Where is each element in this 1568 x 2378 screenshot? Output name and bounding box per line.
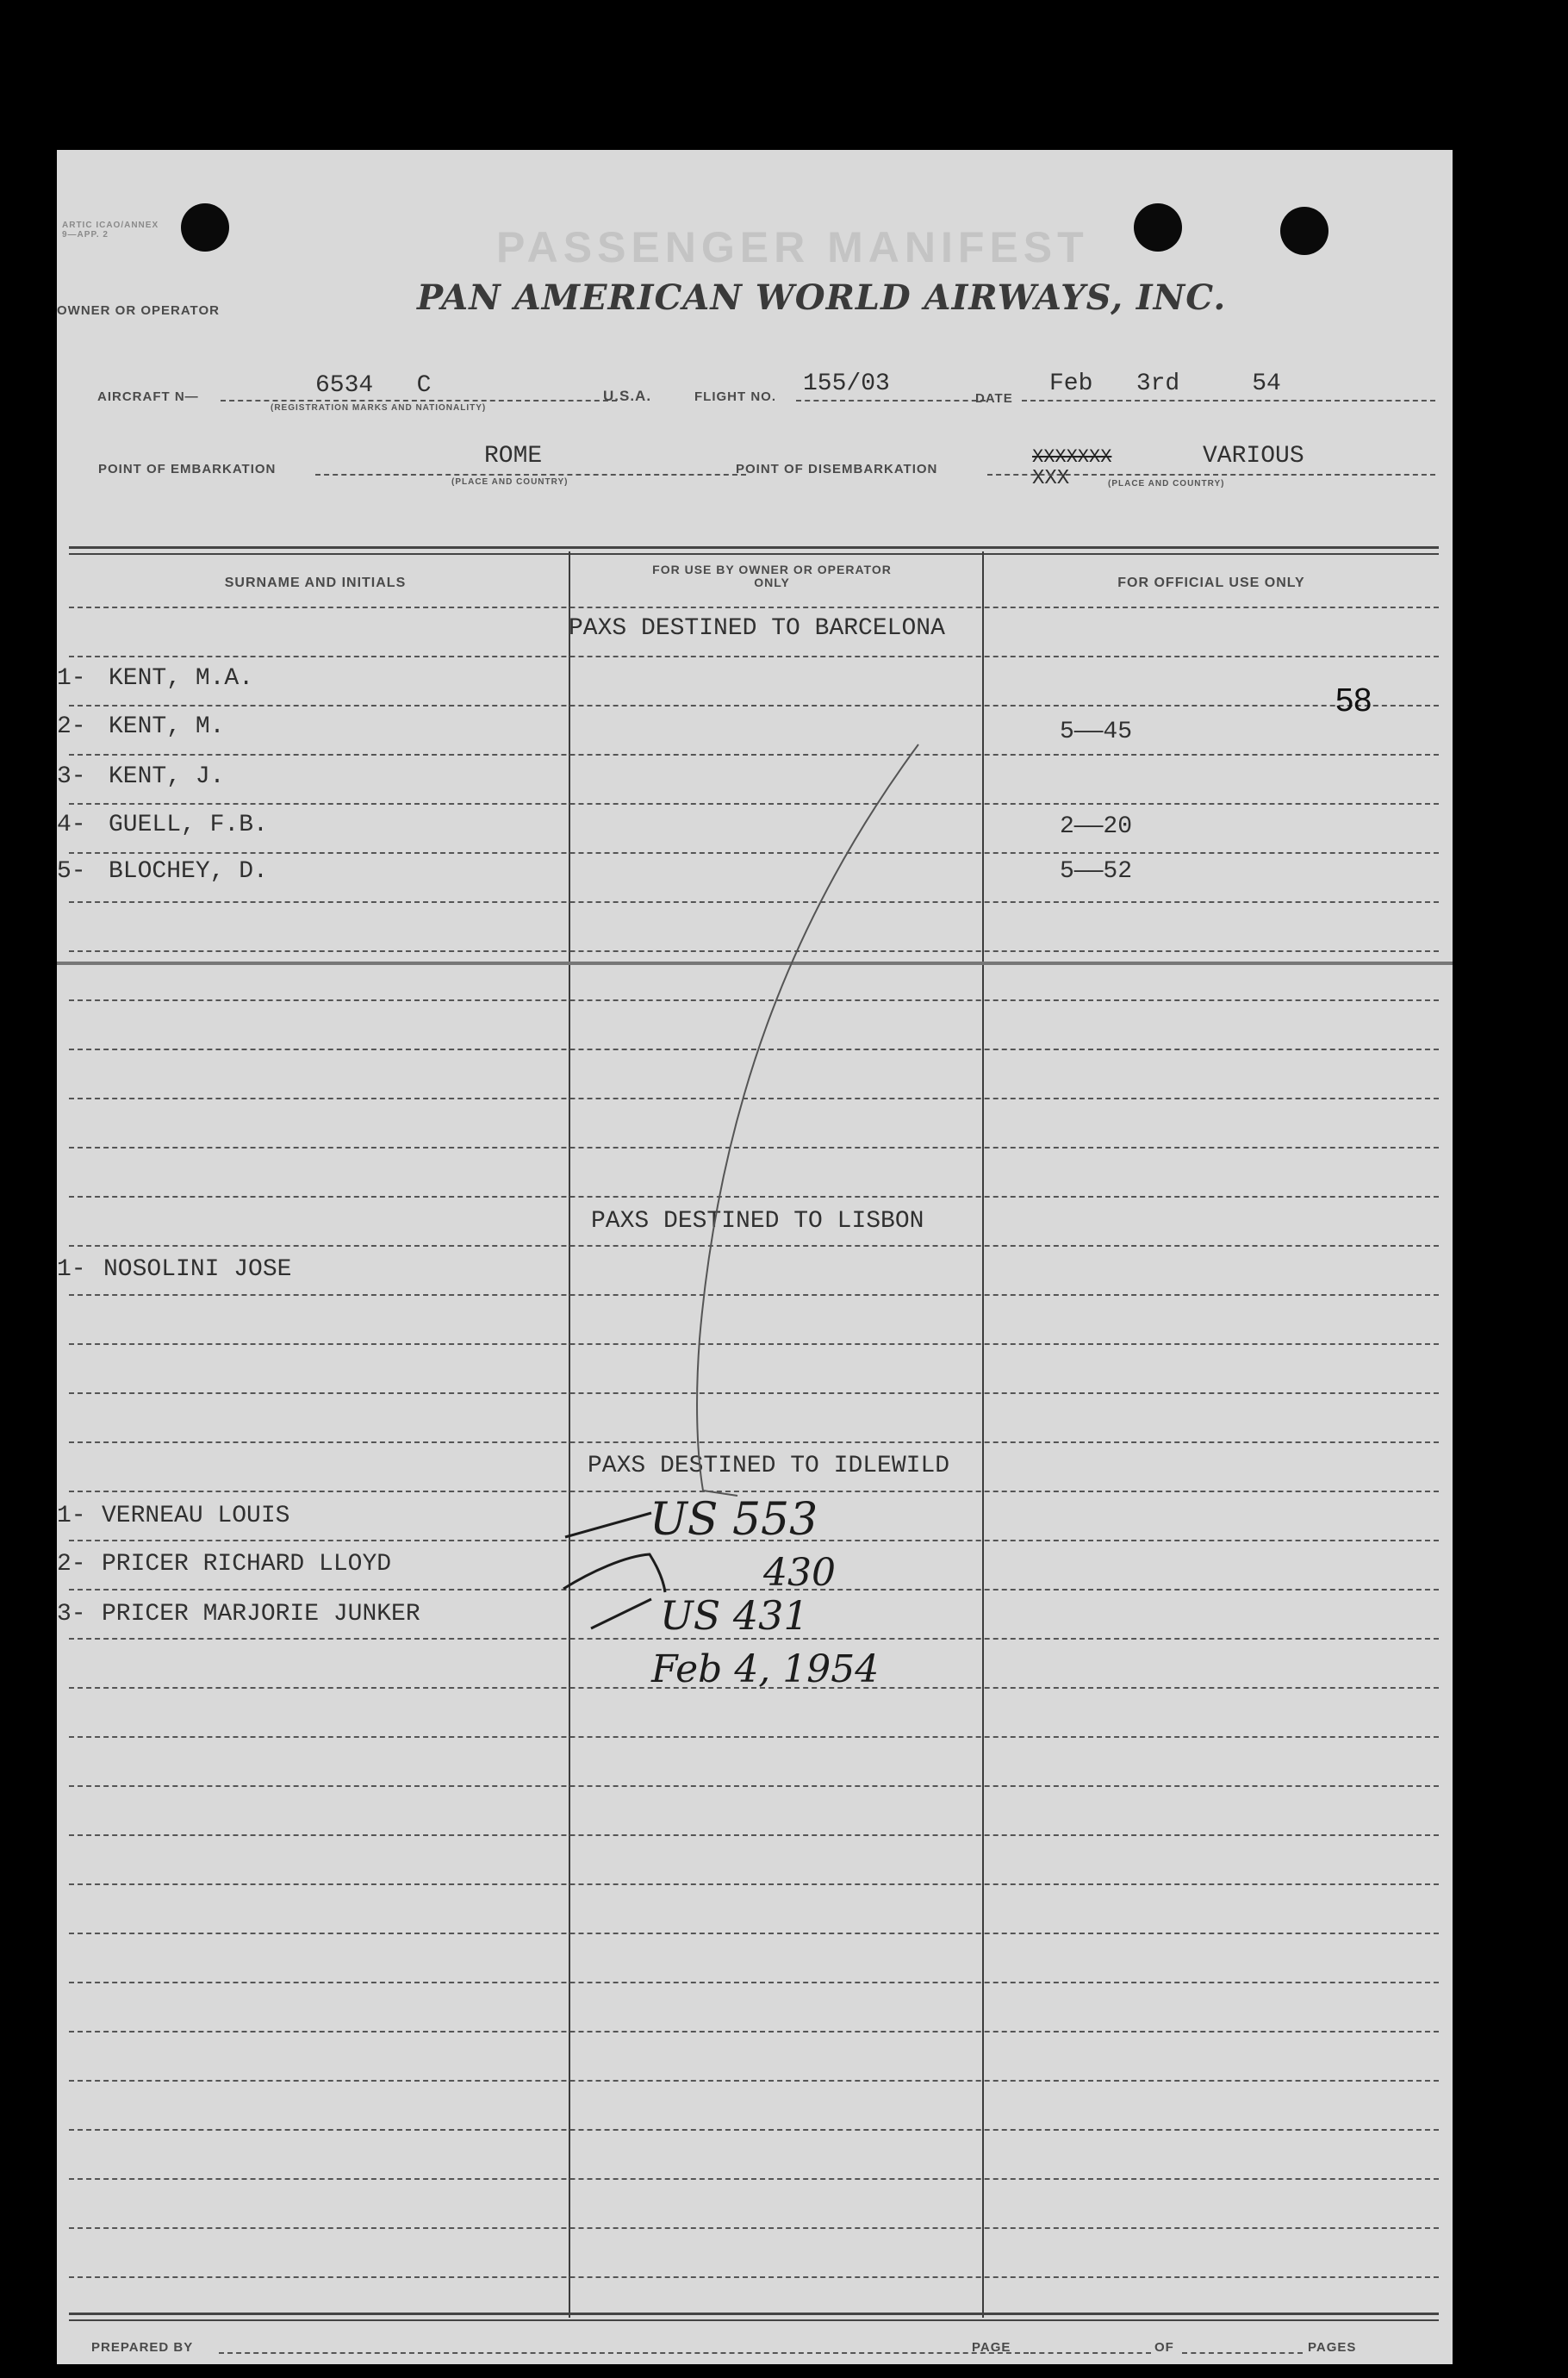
passenger-name: PRICER MARJORIE JUNKER: [102, 1601, 420, 1628]
date-label: DATE: [975, 391, 1013, 406]
section-heading-lisbon: PAXS DESTINED TO LISBON: [591, 1208, 924, 1235]
disembarkation-xxx: XXX: [1032, 467, 1070, 490]
aircraft-label: AIRCRAFT N—: [97, 389, 199, 404]
of-label: OF: [1154, 2340, 1174, 2355]
disembarkation-struck: XXXXXXX: [1032, 446, 1112, 468]
section-heading-idlewild: PAXS DESTINED TO IDLEWILD: [588, 1453, 950, 1479]
flight-underline: [796, 400, 986, 402]
prepared-by-line: [219, 2352, 1029, 2354]
owner-label: OWNER OR OPERATOR: [57, 303, 220, 318]
row-rule: [69, 2178, 1439, 2180]
row-rule: [69, 1736, 1439, 1738]
punch-hole-right: [1134, 203, 1182, 252]
embarkation-label: POINT OF EMBARKATION: [98, 462, 277, 476]
passenger-number: 2-: [57, 1551, 86, 1578]
row-rule: [69, 2080, 1439, 2082]
passenger-name: NOSOLINI JOSE: [103, 1256, 292, 1283]
punch-hole-left: [181, 203, 229, 252]
passenger-name: PRICER RICHARD LLOYD: [102, 1551, 392, 1578]
aircraft-value: 6534 C: [315, 372, 432, 399]
passenger-name: GUELL, F.B.: [109, 812, 268, 838]
date-underline: [1022, 400, 1435, 402]
regulation-marks: ARTIC ICAO/ANNEX 9—APP. 2: [62, 221, 159, 240]
embarkation-value: ROME: [484, 443, 543, 470]
passenger-number: 2-: [57, 713, 86, 740]
row-rule: [69, 1933, 1439, 1934]
column-header-official-use: FOR OFFICIAL USE ONLY: [1117, 576, 1305, 590]
row-rule: [69, 1883, 1439, 1885]
passenger-name: KENT, J.: [109, 763, 225, 790]
disembarkation-underline: [987, 474, 1435, 476]
passenger-number: 1-: [57, 1503, 86, 1529]
disembarkation-value: VARIOUS: [1203, 443, 1304, 470]
passenger-number: 4-: [57, 812, 86, 838]
embarkation-caption: (PLACE AND COUNTRY): [451, 477, 569, 487]
table-top-border-2: [69, 553, 1439, 555]
passenger-number: 1-: [57, 665, 86, 692]
embarkation-underline: [315, 474, 746, 476]
passenger-name: KENT, M.: [109, 713, 225, 740]
pages-label: PAGES: [1308, 2340, 1357, 2355]
passenger-name: BLOCHEY, D.: [109, 858, 268, 885]
form-title: PASSENGER MANIFEST: [496, 223, 1089, 271]
official-use-entry: 5——52: [1060, 858, 1133, 885]
disembarkation-caption: (PLACE AND COUNTRY): [1108, 479, 1225, 489]
passenger-number: 3-: [57, 1601, 86, 1628]
row-rule: [69, 2129, 1439, 2131]
official-use-entry: 2——20: [1060, 813, 1133, 840]
handwritten-line-3: US 431: [660, 1592, 809, 1639]
page-line: [1030, 2352, 1151, 2354]
column-header-owner-use: FOR USE BY OWNER OR OPERATOR ONLY: [652, 563, 892, 589]
table-bottom-border: [69, 2313, 1439, 2315]
punch-hole-far-right: [1280, 207, 1328, 255]
table-bottom-border-2: [69, 2319, 1439, 2321]
section-heading-barcelona: PAXS DESTINED TO BARCELONA: [569, 615, 945, 642]
company-name: PAN AMERICAN WORLD AIRWAYS, INC.: [417, 277, 1227, 318]
handwritten-line-2: 430: [763, 1551, 836, 1595]
handwritten-line-4: Feb 4, 1954: [651, 1647, 880, 1691]
handwritten-line-1: US 553: [650, 1494, 818, 1546]
aircraft-underline: [221, 400, 617, 402]
of-line: [1182, 2352, 1303, 2354]
column-header-surname: SURNAME AND INITIALS: [224, 576, 407, 590]
usa-label: U.S.A.: [603, 388, 652, 404]
passenger-number: 1-: [57, 1256, 86, 1283]
row-rule: [69, 1785, 1439, 1787]
manifest-page: [57, 150, 1453, 2364]
row-rule: [69, 2276, 1439, 2278]
passenger-number: 3-: [57, 763, 86, 790]
row-rule: [69, 2227, 1439, 2229]
row-rule: [69, 1982, 1439, 1983]
passenger-number: 5-: [57, 858, 86, 885]
row-rule: [69, 2031, 1439, 2033]
row-rule: [69, 607, 1439, 608]
disembarkation-label: POINT OF DISEMBARKATION: [736, 462, 938, 476]
official-use-entry: 5——45: [1060, 719, 1133, 745]
registration-caption: (REGISTRATION MARKS AND NATIONALITY): [271, 403, 487, 413]
passenger-name: KENT, M.A.: [109, 665, 254, 692]
column-divider-2: [982, 551, 984, 2318]
date-value: Feb 3rd 54: [1049, 370, 1281, 397]
row-rule: [69, 1834, 1439, 1836]
flight-value: 155/03: [803, 370, 890, 397]
page-number-annotation: 58: [1335, 682, 1372, 719]
column-divider-1: [569, 551, 570, 2318]
page-label: PAGE: [972, 2340, 1011, 2355]
table-top-border: [69, 546, 1439, 549]
flight-label: FLIGHT NO.: [694, 389, 776, 404]
prepared-by-label: PREPARED BY: [91, 2340, 194, 2355]
row-rule: [69, 656, 1439, 657]
passenger-name: VERNEAU LOUIS: [102, 1503, 290, 1529]
pencil-arc-mark: [625, 736, 936, 1563]
row-rule: [69, 705, 1439, 707]
